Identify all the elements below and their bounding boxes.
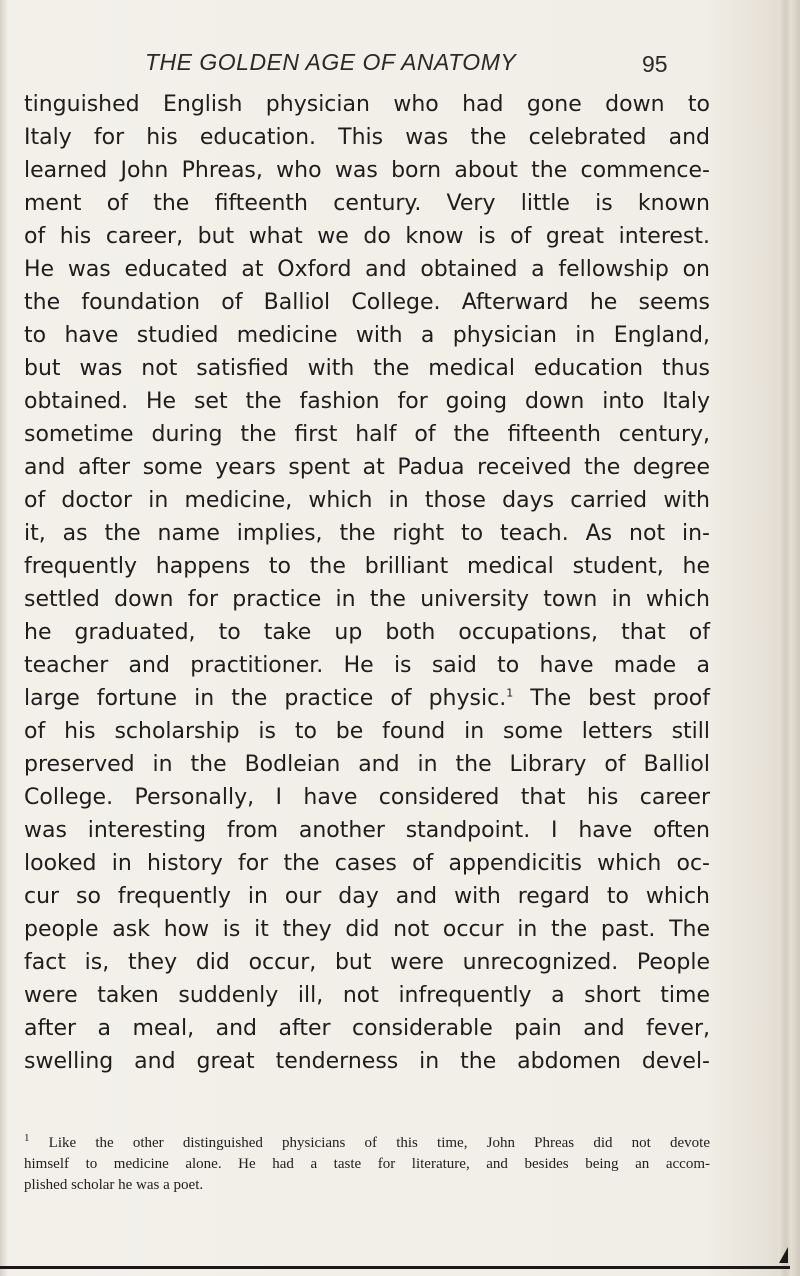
footnote-text: Like the other distinguished physicians of this time, John Phreas did not devote (29, 1135, 710, 1151)
text-line: of doctor in medicine, which in those days carried with (24, 488, 710, 513)
text-fragment: large fortune in the practice of physic. (24, 686, 507, 711)
text-line: fact is, they did occur, but were unrecognized. People (24, 950, 710, 975)
text-line: ment of the fifteenth century. Very little is known (24, 191, 710, 216)
text-line: teacher and practitioner. He is said to have made a (24, 653, 710, 678)
running-head-title: THE GOLDEN AGE OF ANATOMY (145, 49, 517, 75)
text-line: the foundation of Balliol College. Afterward he seems (24, 290, 710, 315)
text-line: people ask how is it they did not occur in the past. The (24, 917, 710, 942)
bottom-rule (0, 1266, 790, 1269)
text-line: after a meal, and after considerable pain and fever, (24, 1016, 710, 1041)
text-line: settled down for practice in the university town in which (24, 587, 710, 612)
footnote-marker: 1 (24, 1132, 30, 1144)
footnote (24, 1133, 710, 1196)
text-line: frequently happens to the brilliant medical student, he (24, 554, 710, 579)
text-line: obtained. He set the fashion for going down into Italy (24, 389, 710, 414)
footnote-line: plished scholar he was a poet. (24, 1177, 204, 1193)
text-line: preserved in the Bodleian and in the Library of Balliol (24, 752, 710, 777)
text-line: swelling and great tenderness in the abdomen devel- (24, 1049, 710, 1074)
text-line: to have studied medicine with a physician in England, (24, 323, 710, 348)
footnote-line (24, 1133, 710, 1154)
text-line: of his career, but what we do know is of great interest. (24, 224, 710, 249)
text-line: and after some years spent at Padua received the degree (24, 455, 710, 480)
page-edge (778, 0, 800, 1276)
corner-triangle-icon (779, 1247, 788, 1263)
text-line: College. Personally, I have considered that his career (24, 785, 710, 810)
text-line: He was educated at Oxford and obtained a fellowship on (24, 257, 710, 282)
page-number: 95 (642, 51, 668, 77)
text-line: tinguished English physician who had gone down to (24, 92, 710, 117)
text-fragment: The best proof (513, 686, 710, 711)
text-line-with-footnote (24, 682, 710, 715)
text-line: cur so frequently in our day and with regard to which (24, 884, 710, 909)
text-line: of his scholarship is to be found in some letters still (24, 719, 710, 744)
text-line: were taken suddenly ill, not infrequently a short time (24, 983, 710, 1008)
main-text-block (24, 88, 710, 1078)
text-line: was interesting from another standpoint. I have often (24, 818, 710, 843)
text-line: Italy for his education. This was the celebrated and (24, 125, 710, 150)
footnote-line: himself to medicine alone. He had a taste for literature, and besides being an accom- (24, 1156, 710, 1172)
text-line: looked in history for the cases of appendicitis which oc- (24, 851, 710, 876)
text-line: it, as the name implies, the right to teach. As not in- (24, 521, 710, 546)
text-line: but was not satisfied with the medical education thus (24, 356, 710, 381)
footnote-reference[interactable]: 1 (506, 686, 514, 700)
page-gutter-shadow (0, 0, 8, 1276)
text-line: he graduated, to take up both occupations, that of (24, 620, 710, 645)
text-line: learned John Phreas, who was born about the commence- (24, 158, 710, 183)
text-line: sometime during the first half of the fifteenth century, (24, 422, 710, 447)
